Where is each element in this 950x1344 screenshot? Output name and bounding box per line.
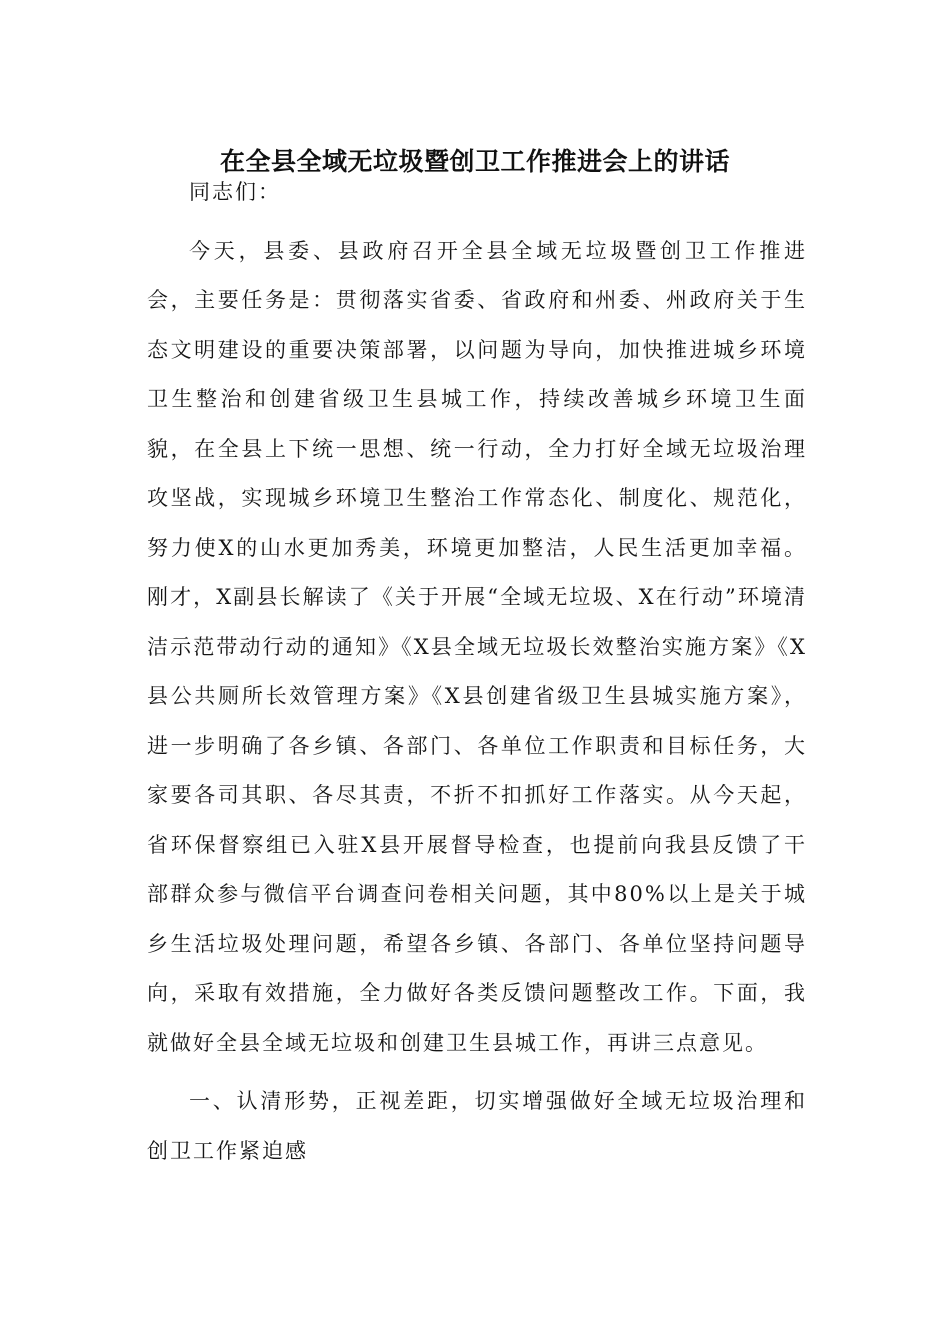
document-title: 在全县全域无垃圾暨创卫工作推进会上的讲话 bbox=[219, 147, 730, 176]
document-body bbox=[147, 168, 807, 1176]
salutation: 同志们： bbox=[189, 180, 281, 204]
opening-paragraph: 今天，县委、县政府召开全县全域无垃圾暨创卫工作推进会，主要任务是：贯彻落实省委、省政府和州委、州政府关于生态文明建设的重要决策部署，以问题为导向，加快推进城乡环境卫生整治和创建省级卫生县城工作，持续改善城乡环境卫生面貌，在全县上下统一思想、统一行动，全力打好全域无垃圾治理攻坚战，实现城乡环境卫生整治工作常态化、制度化、规范化，努力使X的山水更加秀美，环境更加整洁，人民生活更加幸福。刚才，X副县长解读了《关于开展“全域无垃圾、X在行动”环境清洁示范带动行动的通知》《X县全域无垃圾长效整治实施方案》《X县公共厕所长效管理方案》《X县创建省级卫生县城实施方案》，进一步明确了各乡镇、各部门、各单位工作职责和目标任务，大家要各司其职、各尽其责，不折不扣抓好工作落实。从今天起，省环保督察组已入驻X县开展督导检查，也提前向我县反馈了干部群众参与微信平台调查问卷相关问题，其中80%以上是关于城乡生活垃圾处理问题，希望各乡镇、各部门、各单位坚持问题导向，采取有效措施，全力做好各类反馈问题整改工作。下面，我就做好全县全域无垃圾和创建卫生县城工作，再讲三点意见。 bbox=[147, 238, 807, 1055]
section-heading: 一、认清形势，正视差距，切实增强做好全域无垃圾治理和创卫工作紧迫感 bbox=[147, 1089, 807, 1163]
